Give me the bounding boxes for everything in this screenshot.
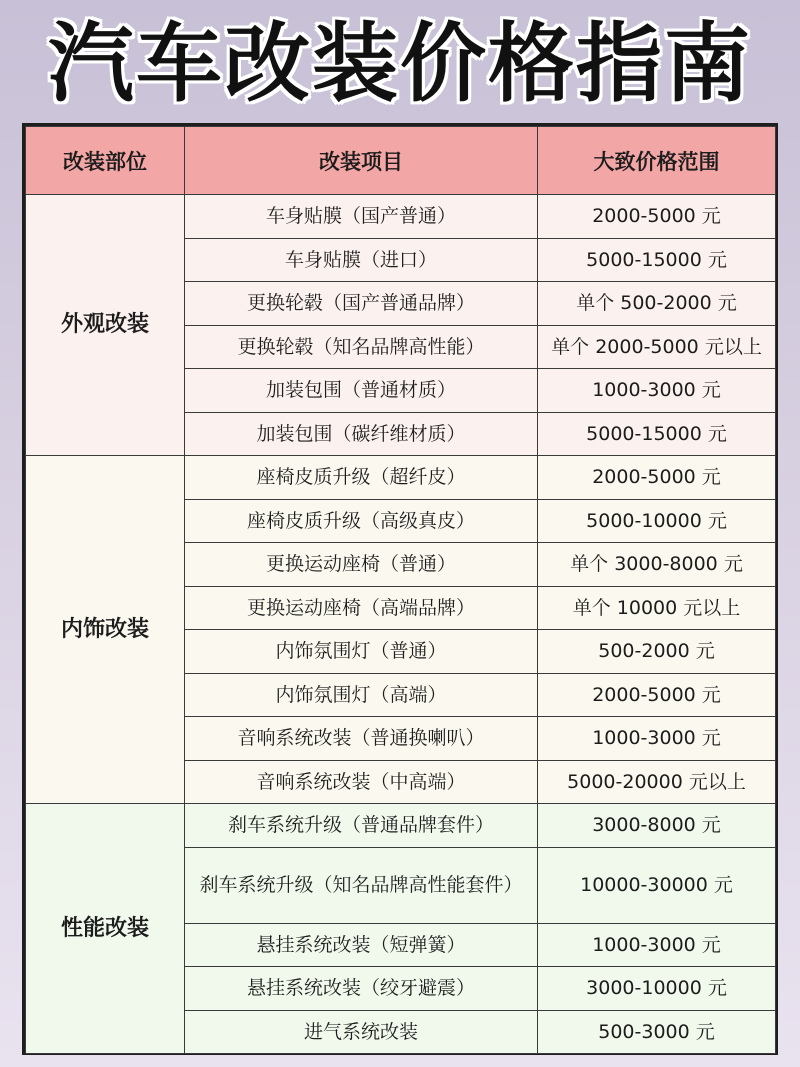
price-table: [22, 123, 778, 1055]
price-cell: 500-3000 元: [538, 1010, 776, 1054]
table-header-row: [26, 127, 776, 195]
price-cell: 500-2000 元: [538, 630, 776, 674]
item-cell: 更换运动座椅（高端品牌）: [185, 586, 538, 630]
price-cell: 2000-5000 元: [538, 195, 776, 239]
table-row: [26, 195, 776, 239]
item-cell: 加装包围（碳纤维材质）: [185, 412, 538, 456]
item-cell: 刹车系统升级（普通品牌套件）: [185, 804, 538, 848]
item-cell: 更换运动座椅（普通）: [185, 543, 538, 587]
item-cell: 进气系统改装: [185, 1010, 538, 1054]
category-cell: 性能改装: [26, 804, 185, 1054]
item-cell: 刹车系统升级（知名品牌高性能套件）: [185, 847, 538, 923]
category-cell: 内饰改装: [26, 456, 185, 804]
item-cell: 悬挂系统改装（绞牙避震）: [185, 967, 538, 1011]
price-cell: 5000-10000 元: [538, 499, 776, 543]
header-price: 大致价格范围: [538, 127, 776, 195]
price-cell: 1000-3000 元: [538, 369, 776, 413]
table-row: [26, 804, 776, 848]
price-cell: 单个 10000 元以上: [538, 586, 776, 630]
item-cell: 车身贴膜（国产普通）: [185, 195, 538, 239]
price-cell: 10000-30000 元: [538, 847, 776, 923]
header-category: 改装部位: [26, 127, 185, 195]
price-cell: 2000-5000 元: [538, 456, 776, 500]
item-cell: 座椅皮质升级（高级真皮）: [185, 499, 538, 543]
price-cell: 单个 3000-8000 元: [538, 543, 776, 587]
price-cell: 2000-5000 元: [538, 673, 776, 717]
price-cell: 3000-8000 元: [538, 804, 776, 848]
price-cell: 5000-20000 元以上: [538, 760, 776, 804]
header-item: 改装项目: [185, 127, 538, 195]
item-cell: 内饰氛围灯（高端）: [185, 673, 538, 717]
price-cell: 1000-3000 元: [538, 923, 776, 967]
item-cell: 车身贴膜（进口）: [185, 238, 538, 282]
item-cell: 更换轮毂（知名品牌高性能）: [185, 325, 538, 369]
price-cell: 单个 500-2000 元: [538, 282, 776, 326]
item-cell: 悬挂系统改装（短弹簧）: [185, 923, 538, 967]
price-cell: 1000-3000 元: [538, 717, 776, 761]
item-cell: 加装包围（普通材质）: [185, 369, 538, 413]
item-cell: 音响系统改装（中高端）: [185, 760, 538, 804]
price-cell: 3000-10000 元: [538, 967, 776, 1011]
item-cell: 音响系统改装（普通换喇叭）: [185, 717, 538, 761]
item-cell: 内饰氛围灯（普通）: [185, 630, 538, 674]
price-cell: 单个 2000-5000 元以上: [538, 325, 776, 369]
price-cell: 5000-15000 元: [538, 412, 776, 456]
page-title: 汽车改装价格指南: [48, 14, 752, 114]
item-cell: 更换轮毂（国产普通品牌）: [185, 282, 538, 326]
table-row: [26, 456, 776, 500]
item-cell: 座椅皮质升级（超纤皮）: [185, 456, 538, 500]
price-cell: 5000-15000 元: [538, 238, 776, 282]
category-cell: 外观改装: [26, 195, 185, 456]
